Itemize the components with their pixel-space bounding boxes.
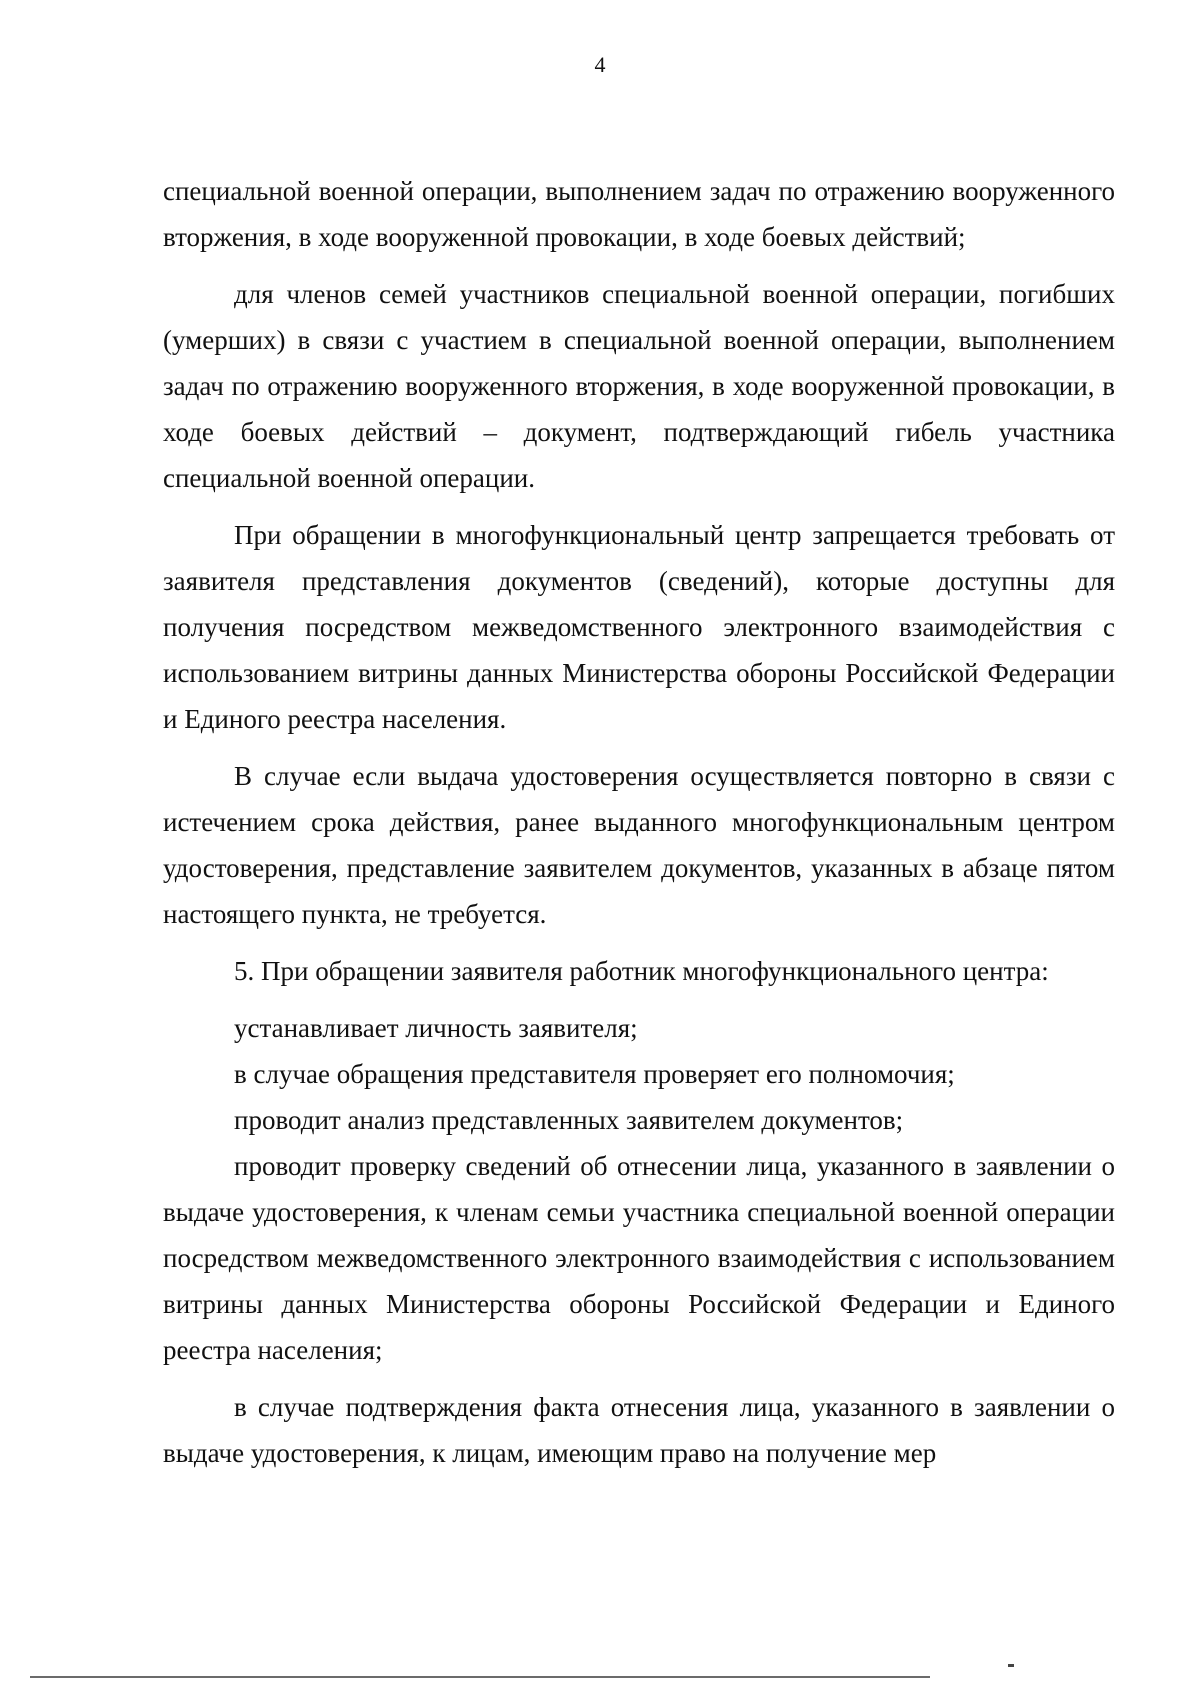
list-item-verification: проводит проверку сведений об отнесении лица, указанного в заявлении о выдаче удостоверения, к членам семьи участника специальной военной операции посредством межведомственного электронного взаимодействия с использованием витрины данных Министерства обороны Российской Федерации и Единого реестра населения; [163, 1151, 1115, 1365]
list-item-confirmation: в случае подтверждения факта отнесения лица, указанного в заявлении о выдаче удостоверения, к лицам, имеющим право на получение мер [163, 1392, 1115, 1468]
paragraph-mfc-prohibition: При обращении в многофункциональный центр запрещается требовать от заявителя представления документов (сведений), которые доступны для получения посредством межведомственного электронного взаимодействия с использованием витрины данных Министерства обороны Российской Федерации и Единого реестра населения. [163, 520, 1115, 734]
paragraph-family-members: для членов семей участников специальной военной операции, погибших (умерших) в связи с участием в специальной военной операции, выполнением задач по отражению вооруженного вторжения, в ходе вооруженной провокации, в ходе боевых действий – документ, подтверждающий гибель участника специальной военной операции. [163, 279, 1115, 493]
bottom-scan-mark [1008, 1664, 1014, 1667]
list-item-representative: в случае обращения представителя проверяет его полномочия; [234, 1059, 955, 1089]
bottom-scan-line [30, 1676, 930, 1678]
page-number: 4 [594, 52, 606, 77]
paragraph-continuation: специальной военной операции, выполнением задач по отражению вооруженного вторжения, в ходе вооруженной провокации, в ходе боевых действий; [163, 176, 1115, 252]
document-body [163, 168, 1115, 1476]
paragraph-item-5: 5. При обращении заявителя работник многофункционального центра: [234, 956, 1049, 986]
list-item-identity: устанавливает личность заявителя; [234, 1013, 638, 1043]
list-item-analysis: проводит анализ представленных заявителем документов; [234, 1105, 904, 1135]
paragraph-repeat-issue: В случае если выдача удостоверения осуществляется повторно в связи с истечением срока действия, ранее выданного многофункциональным центром удостоверения, представление заявителем документов, указанных в абзаце пятом настоящего пункта, не требуется. [163, 761, 1115, 929]
